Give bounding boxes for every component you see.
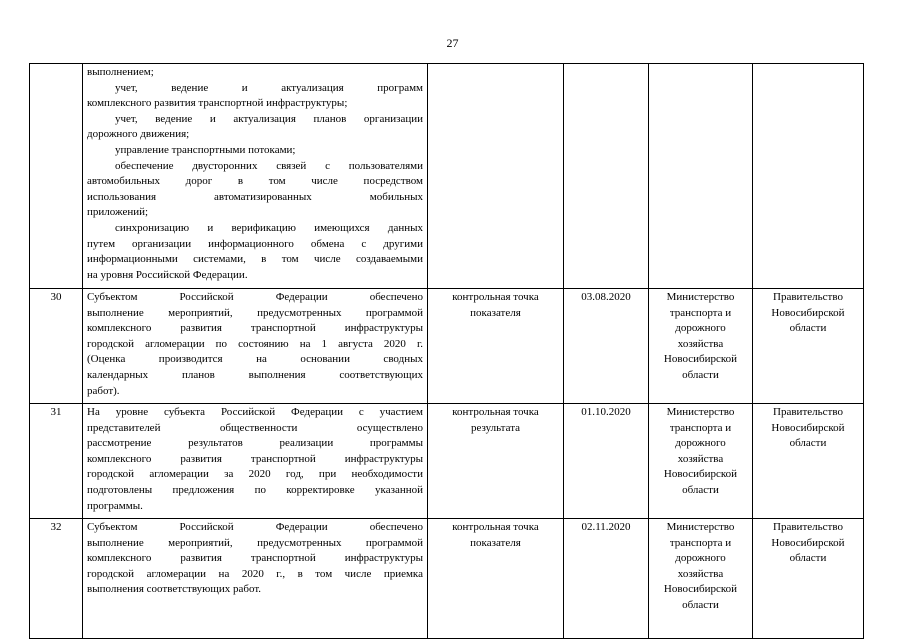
row-partner <box>753 64 864 289</box>
description-line: синхронизацию и верификацию имеющихся данных <box>115 221 423 234</box>
row-description <box>83 289 428 404</box>
row-responsible <box>649 64 753 289</box>
table-row <box>30 519 864 639</box>
description-line: (Оценка производится на основании сводных <box>87 353 423 366</box>
description-line: городской агломерации за 2020 год, при необходимости <box>87 468 423 481</box>
description-line: Субъектом Российской Федерации обеспечено <box>87 291 423 303</box>
description-line: информационными системами, в том числе создаваемыми <box>87 253 423 266</box>
row-description <box>83 519 428 639</box>
description-line: городской агломерации по состоянию на 1 августа 2020 г. <box>87 337 423 350</box>
description-line: комплексного развития транспортной инфраструктуры; <box>87 97 348 110</box>
description-line: рассмотрение результатов реализации программы <box>87 437 423 450</box>
description-line: программы. <box>87 499 143 512</box>
row-responsible: Министерство транспорта и дорожного хозяйства Новосибирской области <box>649 289 753 404</box>
description-line: комплексного развития транспортной инфраструктуры <box>87 452 423 465</box>
description-line: городской агломерации на 2020 г., в том числе приемка <box>87 567 423 580</box>
row-responsible: Министерство транспорта и дорожного хозяйства Новосибирской области <box>649 519 753 639</box>
plan-table <box>29 63 864 639</box>
row-number: 32 <box>30 519 83 639</box>
row-control-type: контрольная точка показателя <box>428 519 564 639</box>
description-line: на уровня Российской Федерации. <box>87 268 248 281</box>
row-description <box>83 64 428 289</box>
row-number: 31 <box>30 404 83 519</box>
row-description <box>83 404 428 519</box>
description-line: учет, ведение и актуализация планов организации <box>115 112 423 125</box>
description-line: представителей общественности осуществлено <box>87 421 423 434</box>
row-control-type: контрольная точка показателя <box>428 289 564 404</box>
row-date: 01.10.2020 <box>564 404 649 519</box>
description-line: выполнение мероприятий, предусмотренных программой <box>87 536 423 549</box>
description-line: использования автоматизированных мобильных <box>87 190 423 203</box>
description-line: выполнения соответствующих работ. <box>87 583 262 596</box>
description-line: комплексного развития транспортной инфраструктуры <box>87 322 423 335</box>
row-number <box>30 64 83 289</box>
description-line: учет, ведение и актуализация программ <box>115 81 423 94</box>
row-partner: Правительство Новосибирской области <box>753 404 864 519</box>
row-responsible: Министерство транспорта и дорожного хозяйства Новосибирской области <box>649 404 753 519</box>
row-date: 02.11.2020 <box>564 519 649 639</box>
description-line: Субъектом Российской Федерации обеспечено <box>87 521 423 533</box>
description-line: дорожного движения; <box>87 128 190 141</box>
row-number: 30 <box>30 289 83 404</box>
description-line: календарных планов выполнения соответствующих <box>87 368 423 381</box>
table-body <box>30 64 864 639</box>
description-line: комплексного развития транспортной инфраструктуры <box>87 552 423 565</box>
row-partner: Правительство Новосибирской области <box>753 519 864 639</box>
description-line: автомобильных дорог в том числе посредством <box>87 175 423 188</box>
description-line: управление транспортными потоками; <box>115 143 296 156</box>
page-number: 27 <box>446 36 459 50</box>
row-partner: Правительство Новосибирской области <box>753 289 864 404</box>
description-line: подготовлены предложения по корректировке указанной <box>87 483 423 496</box>
description-line: путем организации информационного обмена с другими <box>87 237 423 250</box>
description-line: приложений; <box>87 206 149 219</box>
description-line: работ). <box>87 384 120 397</box>
table-row <box>30 289 864 404</box>
row-control-type: контрольная точка результата <box>428 404 564 519</box>
row-control-type <box>428 64 564 289</box>
description-line: выполнением; <box>87 66 154 78</box>
description-line: На уровне субъекта Российской Федерации с участием <box>87 406 423 418</box>
row-date: 03.08.2020 <box>564 289 649 404</box>
description-line: выполнение мероприятий, предусмотренных программой <box>87 306 423 319</box>
table-row <box>30 404 864 519</box>
table-row <box>30 64 864 289</box>
row-date <box>564 64 649 289</box>
description-line: обеспечение двусторонних связей с пользователями <box>115 159 423 172</box>
